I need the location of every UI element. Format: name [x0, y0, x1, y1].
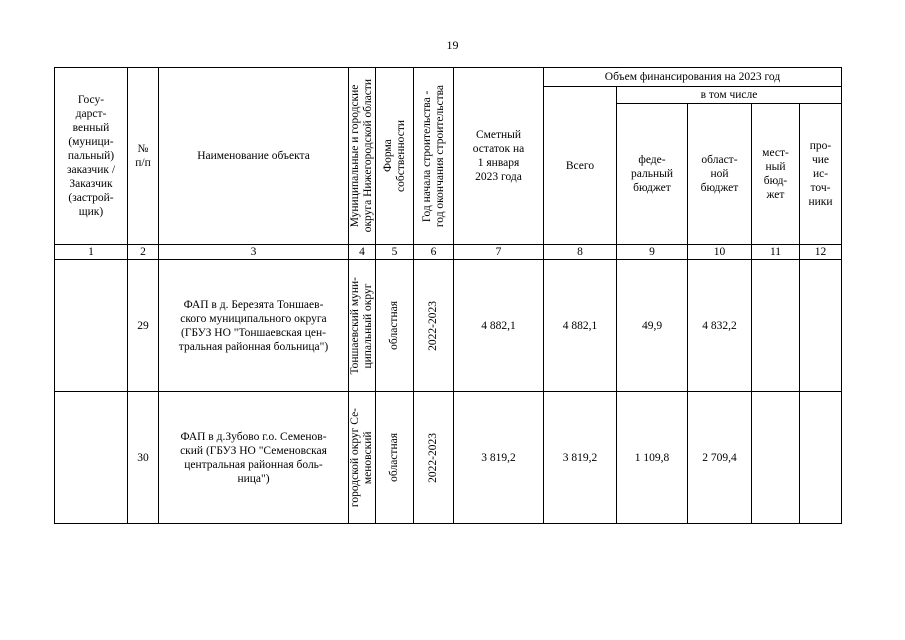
row-other	[800, 392, 842, 524]
column-number: 9	[617, 245, 688, 260]
column-number: 4	[349, 245, 376, 260]
row-federal: 1 109,8	[617, 392, 688, 524]
row-object-name: ФАП в д.Зубово г.о. Семенов- ский (ГБУЗ НО "Семеновская центральная районная боль- ница")	[159, 392, 349, 524]
page-number: 19	[446, 38, 459, 52]
row-num: 29	[128, 260, 159, 392]
table-row	[55, 392, 842, 524]
row-years: 2022-2023	[414, 260, 454, 392]
row-local	[752, 260, 800, 392]
row-num: 30	[128, 392, 159, 524]
row-regional: 4 832,2	[688, 260, 752, 392]
row-ownership: областная	[376, 260, 414, 392]
row-federal: 49,9	[617, 260, 688, 392]
column-number: 8	[544, 245, 617, 260]
header-funding-title: Объем финансирования на 2023 год	[544, 68, 842, 87]
row-total: 4 882,1	[544, 260, 617, 392]
header-num: № п/п	[128, 68, 159, 245]
column-number: 10	[688, 245, 752, 260]
row-years: 2022-2023	[414, 392, 454, 524]
row-other	[800, 260, 842, 392]
column-numbers-row	[55, 245, 842, 260]
row-estimate: 3 819,2	[454, 392, 544, 524]
financing-table	[54, 67, 842, 524]
column-number: 1	[55, 245, 128, 260]
header-including: в том числе	[617, 87, 842, 104]
table-row	[55, 260, 842, 392]
column-number: 12	[800, 245, 842, 260]
header-ownership: Форма собственности	[376, 68, 414, 245]
header-customer: Госу- дарст- венный (муници- пальный) заказчик / Заказчик (застрой- щик)	[55, 68, 128, 245]
header-object-name: Наименование объекта	[159, 68, 349, 245]
row-customer	[55, 260, 128, 392]
column-number: 2	[128, 245, 159, 260]
row-regional: 2 709,4	[688, 392, 752, 524]
row-estimate: 4 882,1	[454, 260, 544, 392]
row-municipality: Тоншаевский муни- ципальный округ	[349, 260, 376, 392]
row-local	[752, 392, 800, 524]
column-number: 6	[414, 245, 454, 260]
header-total: Всего	[544, 87, 617, 245]
column-number: 3	[159, 245, 349, 260]
column-number: 5	[376, 245, 414, 260]
row-customer	[55, 392, 128, 524]
header-local: мест- ный бюд- жет	[752, 104, 800, 245]
header-municipality: Муниципальные и городские округа Нижегородской области	[349, 68, 376, 245]
header-other: про- чие ис- точ- ники	[800, 104, 842, 245]
header-years: Год начала строительства - год окончания строительства	[414, 68, 454, 245]
header-estimate: Сметный остаток на 1 января 2023 года	[454, 68, 544, 245]
row-ownership: областная	[376, 392, 414, 524]
row-municipality: городской округ Се- меновский	[349, 392, 376, 524]
column-number: 7	[454, 245, 544, 260]
header-regional: област- ной бюджет	[688, 104, 752, 245]
header-federal: феде- ральный бюджет	[617, 104, 688, 245]
row-total: 3 819,2	[544, 392, 617, 524]
row-object-name: ФАП в д. Березята Тоншаев- ского муниципального округа (ГБУЗ НО "Тоншаевская цен- тральная районная больница")	[159, 260, 349, 392]
column-number: 11	[752, 245, 800, 260]
